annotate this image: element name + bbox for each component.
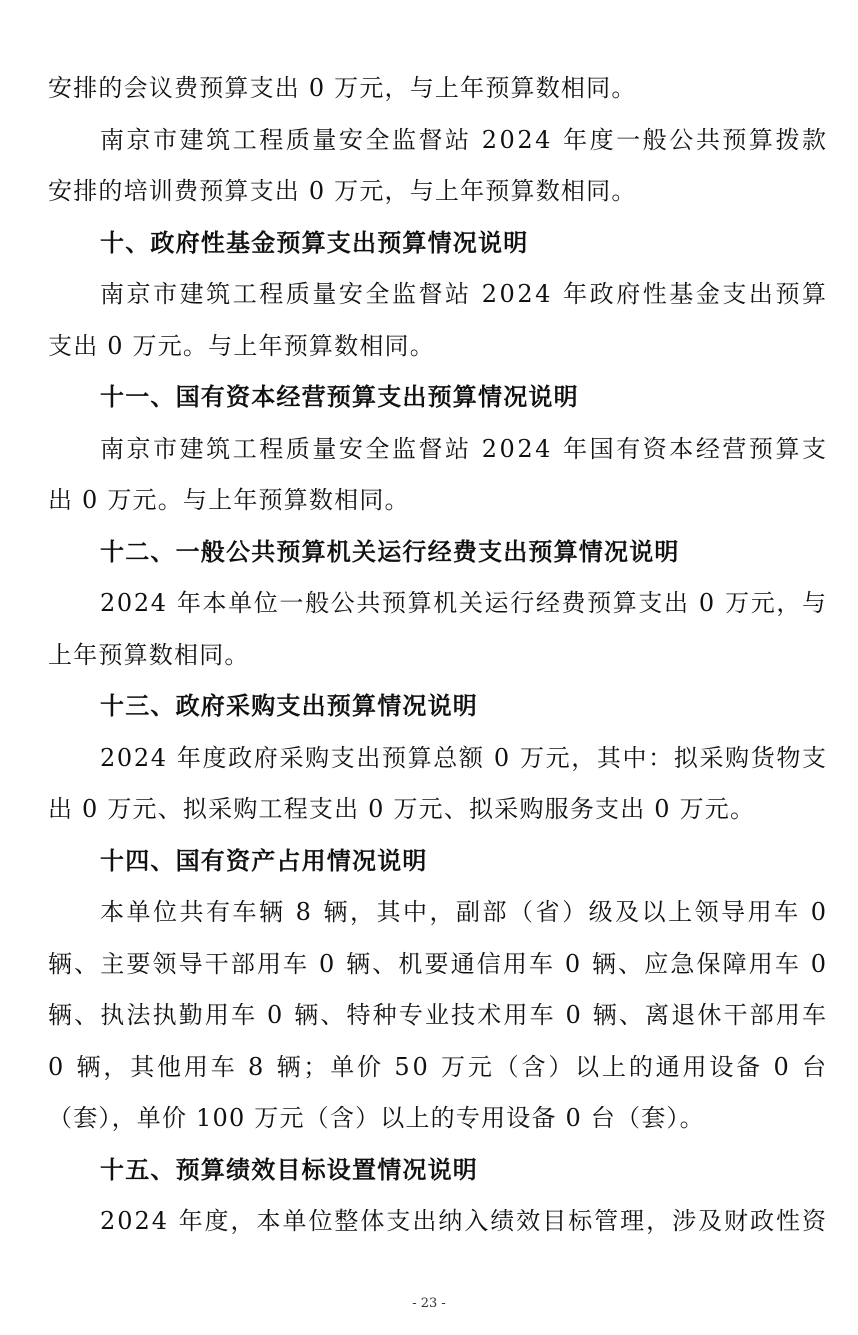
body-text: 出 0 万元。与上年预算数相同。 <box>48 486 410 514</box>
body-text: （套），单价 100 万元（含）以上的专用设备 0 台（套）。 <box>48 1104 705 1132</box>
body-text-line <box>0 738 858 778</box>
body-text: 辆、执法执勤用车 0 辆、特种专业技术用车 0 辆、离退休干部用车 <box>48 1001 829 1029</box>
section-heading <box>0 841 858 881</box>
section-heading <box>0 223 858 263</box>
body-text: 安排的会议费预算支出 0 万元，与上年预算数相同。 <box>48 74 637 102</box>
body-text: 支出 0 万元。与上年预算数相同。 <box>48 332 435 360</box>
body-text-line <box>0 944 858 984</box>
body-text: 南京市建筑工程质量安全监督站 2024 年政府性基金支出预算 <box>100 280 829 308</box>
page-number: - 23 - <box>412 1296 446 1311</box>
section-heading-text: 十五、预算绩效目标设置情况说明 <box>100 1156 478 1184</box>
body-text: 2024 年度，本单位整体支出纳入绩效目标管理，涉及财政性资 <box>100 1207 828 1235</box>
body-text-line <box>0 995 858 1035</box>
section-heading <box>0 686 858 726</box>
body-text: 出 0 万元、拟采购工程支出 0 万元、拟采购服务支出 0 万元。 <box>48 795 756 823</box>
body-text-line <box>0 274 858 314</box>
body-text: 南京市建筑工程质量安全监督站 2024 年国有资本经营预算支 <box>100 435 829 463</box>
body-text-line <box>0 326 858 366</box>
section-heading-text: 十、政府性基金预算支出预算情况说明 <box>100 229 529 257</box>
section-heading-text: 十一、国有资本经营预算支出预算情况说明 <box>100 383 579 411</box>
body-text: 南京市建筑工程质量安全监督站 2024 年度一般公共预算拨款 <box>100 126 829 154</box>
body-text-line <box>0 68 858 108</box>
body-text: 本单位共有车辆 8 辆，其中，副部（省）级及以上领导用车 0 <box>100 898 829 926</box>
body-text: 2024 年度政府采购支出预算总额 0 万元，其中：拟采购货物支 <box>100 744 828 772</box>
section-heading-text: 十三、政府采购支出预算情况说明 <box>100 692 478 720</box>
body-text-line <box>0 635 858 675</box>
section-heading <box>0 532 858 572</box>
body-text-line <box>0 892 858 932</box>
body-text-line <box>0 583 858 623</box>
body-text-line <box>0 1098 858 1138</box>
body-text: 0 辆，其他用车 8 辆；单价 50 万元（含）以上的通用设备 0 台 <box>48 1053 829 1081</box>
body-text: 2024 年本单位一般公共预算机关运行经费预算支出 0 万元，与 <box>100 589 828 617</box>
body-text-line <box>0 1201 858 1241</box>
body-text-line <box>0 789 858 829</box>
body-text-line <box>0 1047 858 1087</box>
section-heading <box>0 377 858 417</box>
body-text-line <box>0 429 858 469</box>
body-text-line <box>0 120 858 160</box>
body-text-line <box>0 480 858 520</box>
section-heading-text: 十四、国有资产占用情况说明 <box>100 847 428 875</box>
body-text-line <box>0 171 858 211</box>
section-heading <box>0 1150 858 1190</box>
section-heading-text: 十二、一般公共预算机关运行经费支出预算情况说明 <box>100 538 680 566</box>
body-text: 辆、主要领导干部用车 0 辆、机要通信用车 0 辆、应急保障用车 0 <box>48 950 829 978</box>
body-text: 上年预算数相同。 <box>48 641 250 669</box>
body-text: 安排的培训费预算支出 0 万元，与上年预算数相同。 <box>48 177 637 205</box>
